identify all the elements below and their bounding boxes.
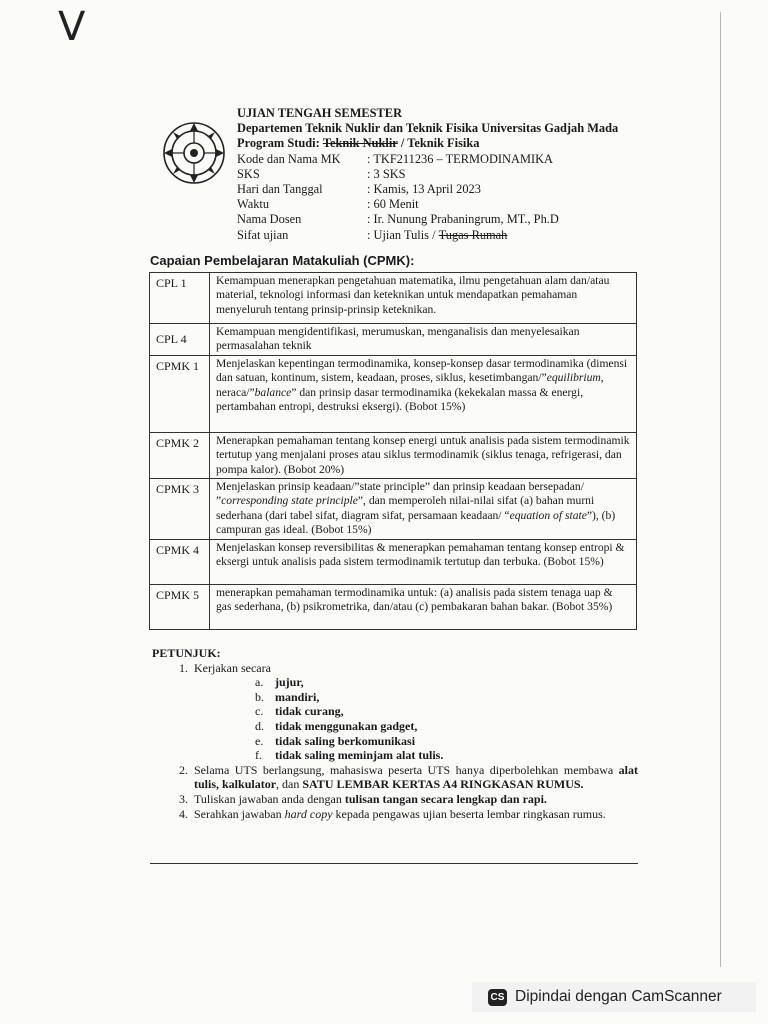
field-value: : Kamis, 13 April 2023	[367, 181, 481, 196]
instruction-text: Selama UTS berlangsung, mahasiswa peserta UTS hanya diperbolehkan membawa	[194, 762, 619, 777]
table-row	[150, 584, 637, 629]
cpmk-table	[149, 272, 637, 630]
instruction-item	[191, 792, 638, 807]
instruction-text: Tuliskan jawaban anda dengan	[194, 791, 345, 806]
camscanner-text: Dipindai dengan CamScanner	[515, 988, 722, 1005]
desc-part: ”), (b) campuran gas ideal. (Bobot 15%)	[216, 508, 616, 537]
row-desc: Menjelaskan konsep reversibilitas & menerapkan pemahaman tentang konsep entropi & eksergi untuk analisis pada sistem termodinamik tertutup dan terbuka. (Bobot 15%)	[210, 539, 637, 584]
program-struck: Teknik Nuklir	[322, 136, 398, 151]
sub-letter: e.	[255, 733, 264, 748]
camscanner-logo-icon: CS	[488, 989, 507, 1006]
row-code: CPMK 3	[150, 479, 210, 540]
sub-letter: f.	[255, 748, 262, 763]
row-desc	[210, 355, 637, 432]
field-value: : Ujian Tulis /	[367, 227, 436, 242]
instruction-list	[152, 661, 638, 822]
instruction-item	[191, 763, 638, 792]
field-row	[237, 197, 657, 212]
row-code: CPL 4	[150, 324, 210, 356]
sub-text: jujur,	[275, 675, 304, 690]
sub-item	[252, 690, 638, 705]
desc-italic: equation of state	[509, 508, 587, 522]
instruction-text: kepada pengawas ujian beserta lembar ringkasan rumus.	[332, 806, 606, 821]
sub-item	[252, 748, 638, 763]
field-label: Sifat ujian	[237, 227, 289, 242]
exam-title: UJIAN TENGAH SEMESTER	[237, 106, 403, 120]
sub-text: mandiri,	[275, 689, 320, 704]
field-label: SKS	[237, 166, 260, 181]
exam-header	[237, 106, 657, 243]
desc-part: , neraca/”	[216, 371, 604, 399]
sub-text: tidak saling berkomunikasi	[275, 733, 416, 748]
desc-italic: equilibrium	[546, 371, 601, 385]
ugm-seal-logo	[161, 120, 227, 186]
field-row	[237, 212, 657, 227]
field-row	[237, 182, 657, 197]
sub-text: tidak menggunakan gadget,	[275, 718, 418, 733]
desc-italic: corresponding state principle	[221, 494, 358, 508]
row-desc: Menerapkan pemahaman tentang konsep energi untuk analisis pada sistem termodinamik tertutup yang menjalani proses atau siklus termodinamik (siklus tenaga, refrigerasi, dan pompa kalor). (Bobot 20%)	[210, 432, 637, 478]
instruction-bold: alat tulis, kalkulator	[194, 762, 638, 792]
row-code: CPMK 1	[150, 355, 210, 432]
row-desc: menerapkan pemahaman termodinamika untuk: (a) analisis pada sistem tenaga uap & gas sederhana, (b) psikrometrika, dan/atau (c) pembakaran bahan bakar. (Bobot 35%)	[210, 584, 637, 629]
program-line	[237, 136, 657, 151]
field-label: Waktu	[237, 197, 270, 212]
desc-part: ”, dan memperoleh nilai-nilai sifat (a) bahan murni sederhana (dari tabel sifat, diagram sifat, persamaan keadaan/ “	[216, 494, 595, 522]
sub-item	[252, 675, 638, 690]
sub-list	[194, 675, 638, 763]
row-code: CPMK 5	[150, 584, 210, 629]
field-label: Hari dan Tanggal	[237, 181, 323, 196]
instruction-bold: SATU LEMBAR KERTAS A4 RINGKASAN RUMUS.	[302, 777, 584, 792]
instructions-heading: PETUNJUK:	[152, 646, 221, 660]
row-code: CPMK 4	[150, 539, 210, 584]
department-name: Departemen Teknik Nuklir dan Teknik Fisika Universitas Gadjah Mada	[237, 121, 619, 136]
handwritten-mark: V	[58, 4, 86, 50]
table-row	[150, 539, 637, 584]
table-row	[150, 324, 637, 356]
sub-item	[252, 734, 638, 749]
table-row	[150, 432, 637, 478]
exam-type-struck: Tugas Rumah	[438, 227, 508, 242]
table-row	[150, 273, 637, 324]
camscanner-badge	[472, 982, 756, 1012]
instruction-item	[191, 807, 638, 822]
sub-item	[252, 719, 638, 734]
page-edge-line	[720, 12, 721, 967]
program-label: Program Studi:	[237, 136, 320, 151]
instruction-text: Serahkan jawaban	[194, 806, 285, 821]
desc-part: Menjelaskan kepentingan termodinamika, konsep-konsep dasar termodinamika (dimensi dan satuan, kontinum, sistem, keadaan, proses, siklus, kesetimbangan/”	[216, 356, 628, 385]
instruction-text: Kerjakan secara	[194, 660, 271, 675]
field-value: : Ir. Nunung Prabaningrum, MT., Ph.D	[367, 212, 559, 227]
sub-letter: c.	[255, 704, 264, 719]
table-row	[150, 355, 637, 432]
instructions	[152, 646, 638, 821]
instruction-item	[191, 661, 638, 763]
sub-text: tidak curang,	[275, 704, 344, 719]
instruction-bold: tulisan tangan secara lengkap dan rapi.	[344, 791, 547, 806]
row-code: CPL 1	[150, 273, 210, 324]
field-label: Nama Dosen	[237, 212, 302, 227]
sub-text: tidak saling meminjam alat tulis.	[275, 748, 444, 763]
field-row	[237, 167, 657, 182]
instruction-italic: hard copy	[284, 806, 333, 821]
sub-letter: a.	[255, 675, 264, 690]
desc-part: ” dan prinsip dasar termodinamika (kekekalan massa & energi, pertambahan entropi, destruksi eksergi). (Bobot 15%)	[216, 385, 584, 414]
field-value: : 3 SKS	[367, 166, 406, 181]
program-value: / Teknik Fisika	[400, 136, 480, 151]
cpmk-section-title: Capaian Pembelajaran Matakuliah (CPMK):	[150, 253, 415, 268]
row-desc: Kemampuan menerapkan pengetahuan matematika, ilmu pengetahuan alam dan/atau material, teknologi informasi dan keteknikan untuk mendapatkan pemahaman menyeluruh tentang prinsip-prinsip keteknikan.	[210, 273, 637, 324]
sub-letter: b.	[255, 689, 264, 704]
bottom-divider	[150, 863, 638, 864]
field-row	[237, 152, 657, 167]
field-row	[237, 228, 657, 243]
desc-italic: balance	[254, 385, 292, 399]
field-value: : 60 Menit	[367, 197, 419, 212]
desc-part: Menjelaskan prinsip keadaan/”state principle” dan prinsip keadaan bersepadan/ ”	[216, 480, 584, 508]
sub-letter: d.	[255, 718, 264, 733]
row-code: CPMK 2	[150, 432, 210, 478]
sub-item	[252, 704, 638, 719]
row-desc: Kemampuan mengidentifikasi, merumuskan, menganalisis dan menyelesaikan permasalahan teknik	[210, 324, 637, 356]
row-desc	[210, 479, 637, 540]
field-value: : TKF211236 – TERMODINAMIKA	[367, 151, 553, 166]
table-row	[150, 479, 637, 540]
field-label: Kode dan Nama MK	[237, 151, 341, 166]
instruction-text: , dan	[276, 777, 303, 792]
